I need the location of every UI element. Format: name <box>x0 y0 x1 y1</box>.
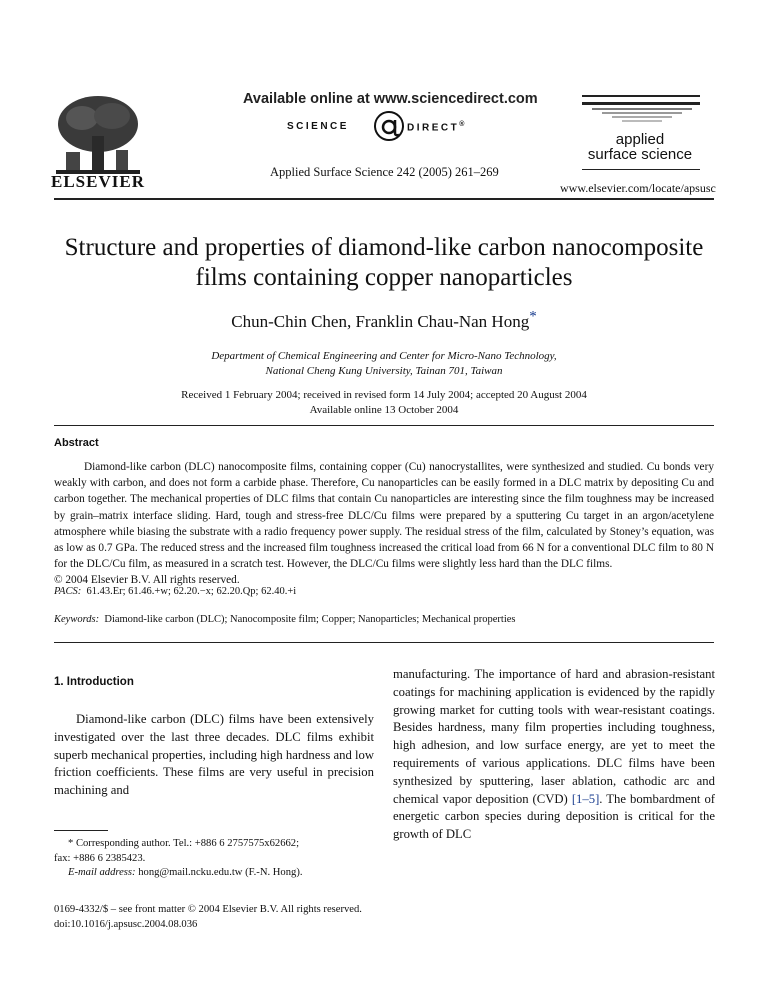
abstract-bottom-rule <box>54 642 714 643</box>
reference-link[interactable]: [1–5] <box>571 791 600 806</box>
journal-logo-rule <box>582 95 700 97</box>
intro-paragraph-left: Diamond-like carbon (DLC) films have been extensively investigated over the last three decades. DLC films exhibit superb mechanical properties, including high hardness and low friction coefficients. These films are very useful in precision machining and <box>54 712 374 798</box>
section-heading: 1. Introduction <box>54 676 134 688</box>
keywords-list: Diamond-like carbon (DLC); Nanocomposite film; Copper; Nanoparticles; Mechanical properties <box>104 614 516 625</box>
left-column <box>54 711 374 800</box>
abstract-text: Diamond-like carbon (DLC) nanocomposite films, containing copper (Cu) nanocrystallites, were synthesized and studied. Cu bonds very weakly with carbon, and does not form a carbide phase. Therefore, Cu nanoparticles can be easily formed in a DLC matrix by depositing Cu and carbon together. The mechanical properties of DLC films that contain Cu nanoparticles are interesting since the film toughness may be increased by grain–matrix interface sliding. Hard, tough and stress-free DLC/Cu films were prepared by a sputtering Cu target in an argon/acetylene atmosphere while biasing the substrate with a radio frequency power supply. The residual stress of the film, calculated by Stoney’s equation, was as low as 0.7 GPa. The reduced stress and the increased film toughness increased the critical load from 66 N for a conventional DLC film to 80 N for the DLC/Cu film, as measured in a scratch test. However, the DLC/Cu films were slightly less hard than the DLC films. <box>54 461 714 571</box>
title-line-1: Structure and properties of diamond-like carbon nanocomposite <box>64 234 704 261</box>
sd-right-word: DIRECT® <box>407 121 465 134</box>
sd-left-word: SCIENCE <box>287 121 349 132</box>
email-label: E-mail address: <box>68 867 136 879</box>
footnote-rule <box>54 830 108 831</box>
article-history <box>40 388 728 418</box>
title-line-2: films containing copper nanoparticles <box>195 264 573 291</box>
journal-logo-graphic <box>582 102 700 126</box>
keywords-line <box>54 614 516 625</box>
issn-line: 0169-4332/$ – see front matter © 2004 Elsevier B.V. All rights reserved. <box>54 904 362 915</box>
header-rule <box>54 198 714 200</box>
elsevier-tree-logo <box>52 94 144 176</box>
journal-logo-bottom-rule <box>582 169 700 170</box>
journal-citation: Applied Surface Science 242 (2005) 261–269 <box>270 165 499 179</box>
right-column <box>393 666 715 844</box>
abstract-top-rule <box>54 425 714 426</box>
journal-url-link[interactable]: www.elsevier.com/locate/apsusc <box>560 181 716 195</box>
keywords-label: Keywords: <box>54 614 100 625</box>
publisher-name: ELSEVIER <box>51 172 145 191</box>
email-address[interactable]: hong@mail.ncku.edu.tw (F.-N. Hong). <box>138 867 303 879</box>
available-online-text[interactable]: Available online at www.sciencedirect.com <box>243 91 538 107</box>
affiliation <box>40 349 728 379</box>
authors <box>40 308 728 332</box>
journal-logo-line2: surface science <box>587 146 693 163</box>
issn-block <box>54 903 362 932</box>
journal-logo-line1: applied <box>615 131 665 148</box>
received-dates: Received 1 February 2004; received in revised form 14 July 2004; accepted 20 August 2004 <box>181 389 587 401</box>
doi-line[interactable]: doi:10.1016/j.apsusc.2004.08.036 <box>54 918 198 930</box>
journal-logo-text <box>580 132 700 162</box>
pacs-codes: 61.43.Er; 61.46.+w; 62.20.−x; 62.20.Qp; 62.40.+i <box>86 586 297 597</box>
footnote-email <box>54 866 374 881</box>
pacs-line <box>54 586 296 597</box>
corresponding-author-link[interactable]: * <box>529 308 537 325</box>
abstract-body <box>54 459 714 589</box>
sd-at-icon <box>373 110 405 142</box>
affiliation-line-2: National Cheng Kung University, Tainan 701, Taiwan <box>265 365 503 377</box>
available-online-date: Available online 13 October 2004 <box>309 404 459 416</box>
article-title <box>40 233 728 293</box>
intro-paragraph-right: manufacturing. The importance of hard and abrasion-resistant coatings for machining application is evidenced by the rapidly growing market for cutting tools with wear-resistant coatings. Besides hardness, many film properties including toughness, high adhesion, and low surface energy, are yet to meet the requirements of various applications. DLC films have been synthesized by sputtering, laser ablation, cathodic arc and chemical vapor deposition (CVD) [1–5]. The bombardment of energetic carbon species during deposition is critical for the growth of DLC <box>393 667 716 842</box>
copyright-line: © 2004 Elsevier B.V. All rights reserved. <box>54 574 240 587</box>
footnote <box>54 837 374 881</box>
footnote-line-2: fax: +886 6 2385423. <box>54 852 146 864</box>
sciencedirect-logo <box>287 110 497 144</box>
pacs-label: PACS: <box>54 586 82 597</box>
footnote-line-1: * Corresponding author. Tel.: +886 6 2757575x62662; <box>68 838 300 849</box>
affiliation-line-1: Department of Chemical Engineering and Center for Micro-Nano Technology, <box>211 350 557 362</box>
abstract-heading: Abstract <box>54 437 99 449</box>
author-names: Chun-Chin Chen, Franklin Chau-Nan Hong <box>231 312 530 331</box>
